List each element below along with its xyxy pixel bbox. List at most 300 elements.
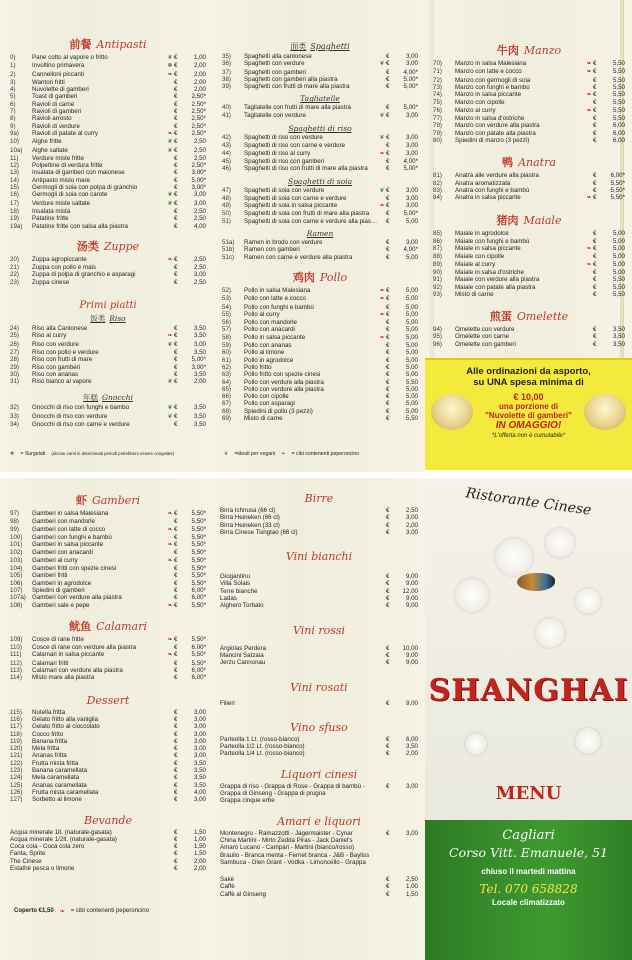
item-name: Pollo con anacardi (244, 326, 295, 334)
item-price: 2,00 (193, 378, 206, 386)
item-number: 37) (222, 68, 231, 76)
item-price: 5,00* (403, 210, 418, 218)
menu-item (433, 180, 625, 187)
item-number: 1) (10, 62, 16, 70)
item-name: Ananas caramellata (32, 781, 87, 789)
item-price: 3,50 (193, 370, 206, 378)
currency-symbol: € (386, 83, 390, 91)
item-name: Toast di gamberi (32, 93, 78, 101)
item-price: 2,50 (193, 154, 206, 162)
item-price: 1,50 (193, 850, 206, 858)
item-price: 5,00 (405, 371, 418, 379)
menu-item (433, 238, 625, 245)
menu-item (10, 760, 206, 767)
currency-symbol: € (174, 325, 178, 333)
currency-symbol: € (174, 86, 178, 94)
item-price: 6,00* (191, 667, 206, 675)
flower-icon (575, 588, 601, 614)
item-number: 121) (10, 752, 23, 760)
item-number: 45) (222, 157, 231, 165)
menu-item (222, 393, 418, 400)
item-price: 5,50 (612, 115, 625, 123)
item-name: Ravioli di patate al curry (32, 129, 99, 137)
amari-line: Amaro Lucano - Campari - Martini (bianco/rosso) (220, 844, 355, 852)
item-name: Gnocchi di riso con verdure (32, 412, 108, 420)
chili-icon: ❧ (167, 557, 173, 564)
legend-surgelati-note: (alcune carni in determinati periodi potrebbero essere congelate) (51, 451, 175, 456)
menu-item (10, 191, 206, 199)
section-title-vino-sfuso: Vino sfuso (290, 720, 348, 734)
currency-symbol: € (174, 176, 178, 184)
menu-item (10, 510, 206, 518)
currency-symbol: € (386, 111, 390, 119)
item-price: 3,00 (405, 202, 418, 210)
item-number: 18) (10, 207, 19, 215)
item-number: 51) (222, 217, 231, 225)
item-price: 5,50* (191, 525, 206, 533)
chili-icon: ❧ (379, 287, 385, 294)
currency-symbol: € (174, 541, 178, 549)
currency-symbol: € (174, 169, 178, 177)
item-number: 108) (10, 601, 23, 609)
currency-symbol: € (386, 659, 390, 667)
leaf-icon: ❦ (167, 139, 173, 146)
item-name: Ladas (220, 595, 237, 603)
item-price: 5,50 (612, 276, 625, 284)
item-name: Gnocchi di riso con carne e verdure (32, 420, 130, 428)
item-name: Spaghetti alla cantonese (244, 53, 312, 60)
item-name: Zuppa con pollo e mais (32, 264, 96, 272)
currency-symbol: € (386, 310, 390, 318)
item-name: Manzo in salsa Malesiana (455, 60, 527, 67)
item-number: 71) (433, 68, 442, 76)
chili-icon: ❧ (167, 636, 173, 643)
item-number: 93) (433, 290, 442, 298)
item-name: Acqua minerale 1lt. (naturale-gasata) (10, 828, 112, 836)
item-price: 5,50* (191, 533, 206, 541)
menu-item (222, 187, 418, 195)
item-name: The Cinese (10, 857, 42, 865)
item-number: 58) (222, 333, 231, 341)
item-name: Gamberi in salsa Malesiana (32, 510, 109, 517)
menu-item (10, 526, 206, 534)
currency-symbol: € (174, 864, 178, 872)
currency-symbol: € (174, 828, 178, 836)
item-number: 67) (222, 400, 231, 408)
menu-item (222, 202, 418, 210)
list-birre (220, 507, 418, 536)
item-number: 69) (222, 414, 231, 422)
item-number: 61) (222, 356, 231, 364)
item-number: 91) (433, 276, 442, 284)
item-number: 87) (433, 245, 442, 253)
menu-item (220, 580, 418, 587)
item-name: Jerzu Cannonau (220, 659, 266, 667)
chili-icon: ❧ (167, 130, 173, 137)
currency-symbol: € (174, 730, 178, 738)
list-bevande (10, 829, 206, 873)
section-title-antipasti: 前餐 Antipasti (69, 38, 147, 51)
item-number: 19a) (10, 222, 23, 230)
item-price: 5,00 (405, 385, 418, 393)
currency-symbol: € (174, 108, 178, 116)
leaf-icon: ❦ (167, 147, 173, 154)
currency-symbol: € (386, 303, 390, 311)
item-name: Involtino primavera (32, 62, 85, 70)
menu-item (433, 107, 625, 115)
promo-note: *L'offerta non è cumulabile* (491, 433, 566, 439)
item-price: 2,00 (193, 864, 206, 872)
flower-icon (465, 733, 487, 755)
list-dessert (10, 709, 206, 804)
menu-item (433, 130, 625, 137)
item-name: Gamberi fritti (32, 572, 68, 580)
currency-symbol: € (174, 708, 178, 716)
item-price: 6,00 (612, 129, 625, 137)
flower-icon (535, 618, 565, 648)
item-price: 3,00 (405, 142, 418, 150)
item-price: 5,50* (191, 659, 206, 667)
item-price: 3,00 (193, 715, 206, 723)
menu-item (220, 602, 418, 609)
item-price: 2,50* (191, 122, 206, 130)
currency-symbol: € (174, 737, 178, 745)
menu-item (10, 177, 206, 184)
item-number: 78) (433, 122, 442, 130)
currency-symbol: € (174, 565, 178, 573)
item-number: 109) (10, 635, 23, 643)
item-name: Villa Solais (220, 580, 251, 588)
item-number: 65) (222, 385, 231, 393)
item-price: 5,00 (405, 363, 418, 371)
item-name: Pollo al curry (244, 310, 280, 318)
item-name: Mela caramellata (32, 774, 80, 782)
item-price: 3,00 (405, 111, 418, 119)
item-name: Cosce di rane con verdure alla piastra (32, 644, 137, 652)
item-price: 5,00 (405, 286, 418, 294)
item-price: 5,00 (612, 245, 625, 253)
currency-symbol: € (386, 319, 390, 327)
menu-item (10, 421, 206, 428)
item-price: 4,00 (193, 222, 206, 230)
currency-symbol: € (593, 122, 597, 130)
coperto-label: Coperto €1,50 (14, 908, 54, 914)
menu-item (10, 62, 206, 70)
list-vini-rossi (220, 645, 418, 667)
currency-symbol: € (174, 533, 178, 541)
currency-symbol: € (386, 149, 390, 157)
item-number: 3) (10, 78, 16, 86)
list-riso (10, 325, 206, 386)
item-price: 9,00 (405, 580, 418, 588)
currency-symbol: € (386, 295, 390, 303)
currency-symbol: € (174, 93, 178, 101)
currency-symbol: € (593, 326, 597, 334)
legend-surgelati (10, 451, 174, 457)
item-number: 125) (10, 781, 23, 789)
item-price: 2,50* (191, 115, 206, 123)
currency-symbol: € (386, 651, 390, 659)
section-title-vini-rosati: Vini rosati (290, 680, 348, 694)
item-name: Wanton fritti (32, 78, 65, 86)
menu-item (10, 341, 206, 349)
menu-item (222, 210, 418, 217)
item-number: 80) (433, 136, 442, 144)
menu-item (10, 364, 206, 371)
item-name: Spiedini di gamberi (32, 586, 85, 594)
menu-item (10, 752, 206, 759)
item-name: Riso bianco al vapore (32, 378, 92, 386)
menu-item (10, 587, 206, 594)
menu-item (433, 91, 625, 99)
item-price: 5,50 (405, 378, 418, 386)
address-label: Corso Vitt. Emanuele, 51 (449, 845, 608, 860)
currency-symbol: € (593, 245, 597, 253)
currency-symbol: € (174, 264, 178, 272)
menu-item (222, 379, 418, 386)
item-name: Nutella fritta (32, 708, 66, 716)
item-number: 8) (10, 115, 16, 123)
item-number: 96) (433, 340, 442, 348)
menu-item (10, 782, 206, 789)
currency-symbol: € (386, 573, 390, 581)
menu-item (220, 659, 418, 666)
menu-item (10, 223, 206, 230)
flower-icon (495, 538, 533, 576)
menu-item (222, 150, 418, 158)
menu-item (433, 77, 625, 84)
item-number: 0) (10, 54, 16, 61)
item-number: 73) (433, 83, 442, 91)
menu-item (222, 53, 418, 60)
item-price: 1,50 (405, 890, 418, 898)
currency-symbol: € (174, 78, 178, 86)
currency-symbol: € (386, 750, 390, 758)
menu-item (433, 194, 625, 202)
item-number: 106) (10, 579, 23, 587)
item-name: Misto mare alla piastra (32, 674, 95, 682)
menu-item (433, 326, 625, 333)
item-price: 5,50 (405, 414, 418, 422)
item-number: 29) (10, 363, 19, 371)
item-name: Germogli di soia con polpa di granchio (32, 184, 138, 192)
item-number: 9) (10, 122, 16, 130)
menu-item (10, 723, 206, 730)
currency-symbol: € (593, 68, 597, 76)
currency-symbol: € (386, 782, 390, 790)
item-number: 14) (10, 176, 19, 184)
item-price: 2,00 (405, 750, 418, 758)
currency-symbol: € (386, 246, 390, 254)
item-price: 1,00 (193, 835, 206, 843)
menu-item (10, 184, 206, 191)
legend-pepe-label: = cibi contenenti peperoncino (291, 451, 360, 457)
item-name: Gamberi con mandorle (32, 518, 95, 526)
item-number: 116) (10, 715, 22, 723)
item-name: Spaghetti di riso con carne e verdure (244, 142, 346, 150)
section-title-dessert: Dessert (86, 693, 130, 707)
item-name: Gamberi con verdure alla piastra (32, 594, 122, 602)
currency-symbol: € (386, 580, 390, 588)
amari-line: Braulio - Branca menta - Fernet branca - J&B - Bayliss (220, 851, 370, 859)
promo-price: € 10,00 (513, 392, 544, 402)
item-name: Mancini Satzaia (220, 651, 264, 659)
list-gnocchi (10, 404, 206, 428)
item-number: 27) (10, 348, 19, 356)
flower-icon (575, 728, 601, 754)
item-name: Zuppa cinese (32, 278, 70, 286)
leaf-icon: ❦ (167, 413, 173, 420)
item-price: 3,50 (612, 333, 625, 341)
menu-item (10, 667, 206, 674)
item-number: 25) (10, 332, 19, 340)
currency-symbol: € (386, 883, 390, 891)
item-name: Maiale con patate alla piastra (455, 283, 536, 291)
menu-item (220, 645, 418, 652)
leaf-icon: ❦ (224, 451, 229, 457)
item-name: Birra Heineken (66 cl) (220, 514, 280, 522)
item-price: 12,00 (402, 587, 418, 595)
item-name: Manzo con verdure alla piastra (455, 122, 540, 130)
list-zuppe (10, 256, 206, 286)
item-price: 5,50* (610, 186, 625, 194)
menu-item (222, 326, 418, 333)
currency-symbol: € (593, 340, 597, 348)
list-caffe (220, 876, 418, 898)
item-price: 4,00* (403, 246, 418, 254)
currency-symbol: € (174, 659, 178, 667)
currency-symbol: € (386, 186, 390, 194)
menu-item (222, 195, 418, 202)
menu-item (222, 400, 418, 407)
menu-item (10, 349, 206, 356)
item-price: 3,50 (193, 404, 206, 412)
item-price: 3,00 (405, 53, 418, 60)
item-price: 5,50* (191, 541, 206, 549)
item-price: 2,00 (193, 86, 206, 94)
currency-symbol: € (386, 890, 390, 898)
item-name: Pollo con verdure alla piastra (244, 378, 324, 386)
menu-item (10, 580, 206, 587)
item-name: Misto di carne (455, 290, 494, 298)
item-price: 5,00 (612, 230, 625, 238)
item-number: 30) (10, 370, 19, 378)
item-name: Alghe saltate (32, 146, 68, 154)
item-price: 2,50 (193, 138, 206, 146)
item-price: 9,00 (405, 573, 418, 581)
menu-item (433, 341, 625, 348)
menu-item (10, 865, 206, 872)
currency-symbol: € (174, 850, 178, 858)
menu-item (222, 342, 418, 349)
item-number: 39) (222, 83, 231, 91)
menu-item (222, 295, 418, 303)
item-name: Maiale con funghi e bambù (455, 237, 530, 245)
section-title-birre: Birre (304, 492, 334, 505)
legend-top-mid (224, 451, 359, 457)
currency-symbol: € (386, 333, 390, 341)
item-name: Spaghetti con verdure (244, 60, 305, 68)
list-antipasti (10, 54, 206, 230)
menu-item (10, 404, 206, 412)
currency-symbol: € (593, 129, 597, 137)
section-title-bevande: Bevande (83, 813, 132, 827)
menu-item (10, 789, 206, 796)
currency-symbol: € (386, 239, 390, 247)
item-name: Alghe fritte (32, 138, 62, 146)
promo-line4: "Nuvolette di gamberi" (485, 411, 572, 420)
list-anatra (433, 172, 625, 202)
menu-item (220, 595, 418, 602)
menu-item (433, 60, 625, 68)
menu-item (222, 386, 418, 393)
item-name: Polpettine di verdura fritte (32, 162, 103, 170)
menu-item (222, 112, 418, 120)
currency-symbol: € (593, 91, 597, 99)
item-number: 10) (10, 138, 19, 146)
item-number: 122) (10, 759, 23, 767)
item-price: 3,00 (193, 271, 206, 279)
item-name: Zuppa agropiccante (32, 255, 87, 263)
item-name: Omelette con verdure (455, 326, 515, 334)
item-price: 6,00* (610, 172, 625, 180)
menu-item (10, 594, 206, 601)
item-number: 66) (222, 393, 231, 401)
item-price: 5,00 (405, 310, 418, 318)
item-name: Riso al curry (32, 332, 67, 340)
currency-symbol: € (593, 194, 597, 202)
item-name: Fanta, Sprite (10, 850, 46, 858)
item-number: 97) (10, 510, 19, 517)
item-price: 3,00 (405, 149, 418, 157)
item-price: 2,50 (193, 215, 206, 223)
currency-symbol: € (174, 752, 178, 760)
leaf-icon: ❦ (167, 55, 173, 61)
currency-symbol: € (174, 207, 178, 215)
chili-icon: ❧ (586, 92, 592, 99)
currency-symbol: € (593, 276, 597, 284)
item-price: 5,50 (612, 76, 625, 84)
currency-symbol: € (386, 587, 390, 595)
item-number: 119) (10, 737, 22, 745)
item-name: Ramen con gamberi (244, 246, 300, 254)
menu-item (10, 378, 206, 386)
currency-symbol: € (174, 651, 178, 659)
item-price: 5,50 (612, 91, 625, 99)
menu-item (433, 253, 625, 260)
currency-symbol: € (593, 76, 597, 84)
currency-symbol: € (386, 134, 390, 142)
menu-item (10, 371, 206, 378)
currency-symbol: € (174, 370, 178, 378)
dumpling-image (431, 394, 473, 430)
menu-item (10, 836, 206, 843)
currency-symbol: € (174, 667, 178, 675)
menu-item (10, 108, 206, 115)
item-number: 38) (222, 75, 231, 83)
menu-item (220, 700, 418, 707)
currency-symbol: € (386, 644, 390, 652)
item-name: Spaghetti con frutti di mare alla piastra (244, 83, 350, 91)
menu-item (10, 767, 206, 774)
item-number: 52) (222, 286, 231, 294)
item-name: Sorbetto al limone (32, 796, 82, 804)
item-name: Spaghetti di riso con frutti di mare alla piastra (244, 165, 368, 173)
item-price: 3,50 (405, 743, 418, 751)
item-price: 5,50 (612, 290, 625, 298)
currency-symbol: € (386, 876, 390, 884)
currency-symbol: € (386, 104, 390, 112)
